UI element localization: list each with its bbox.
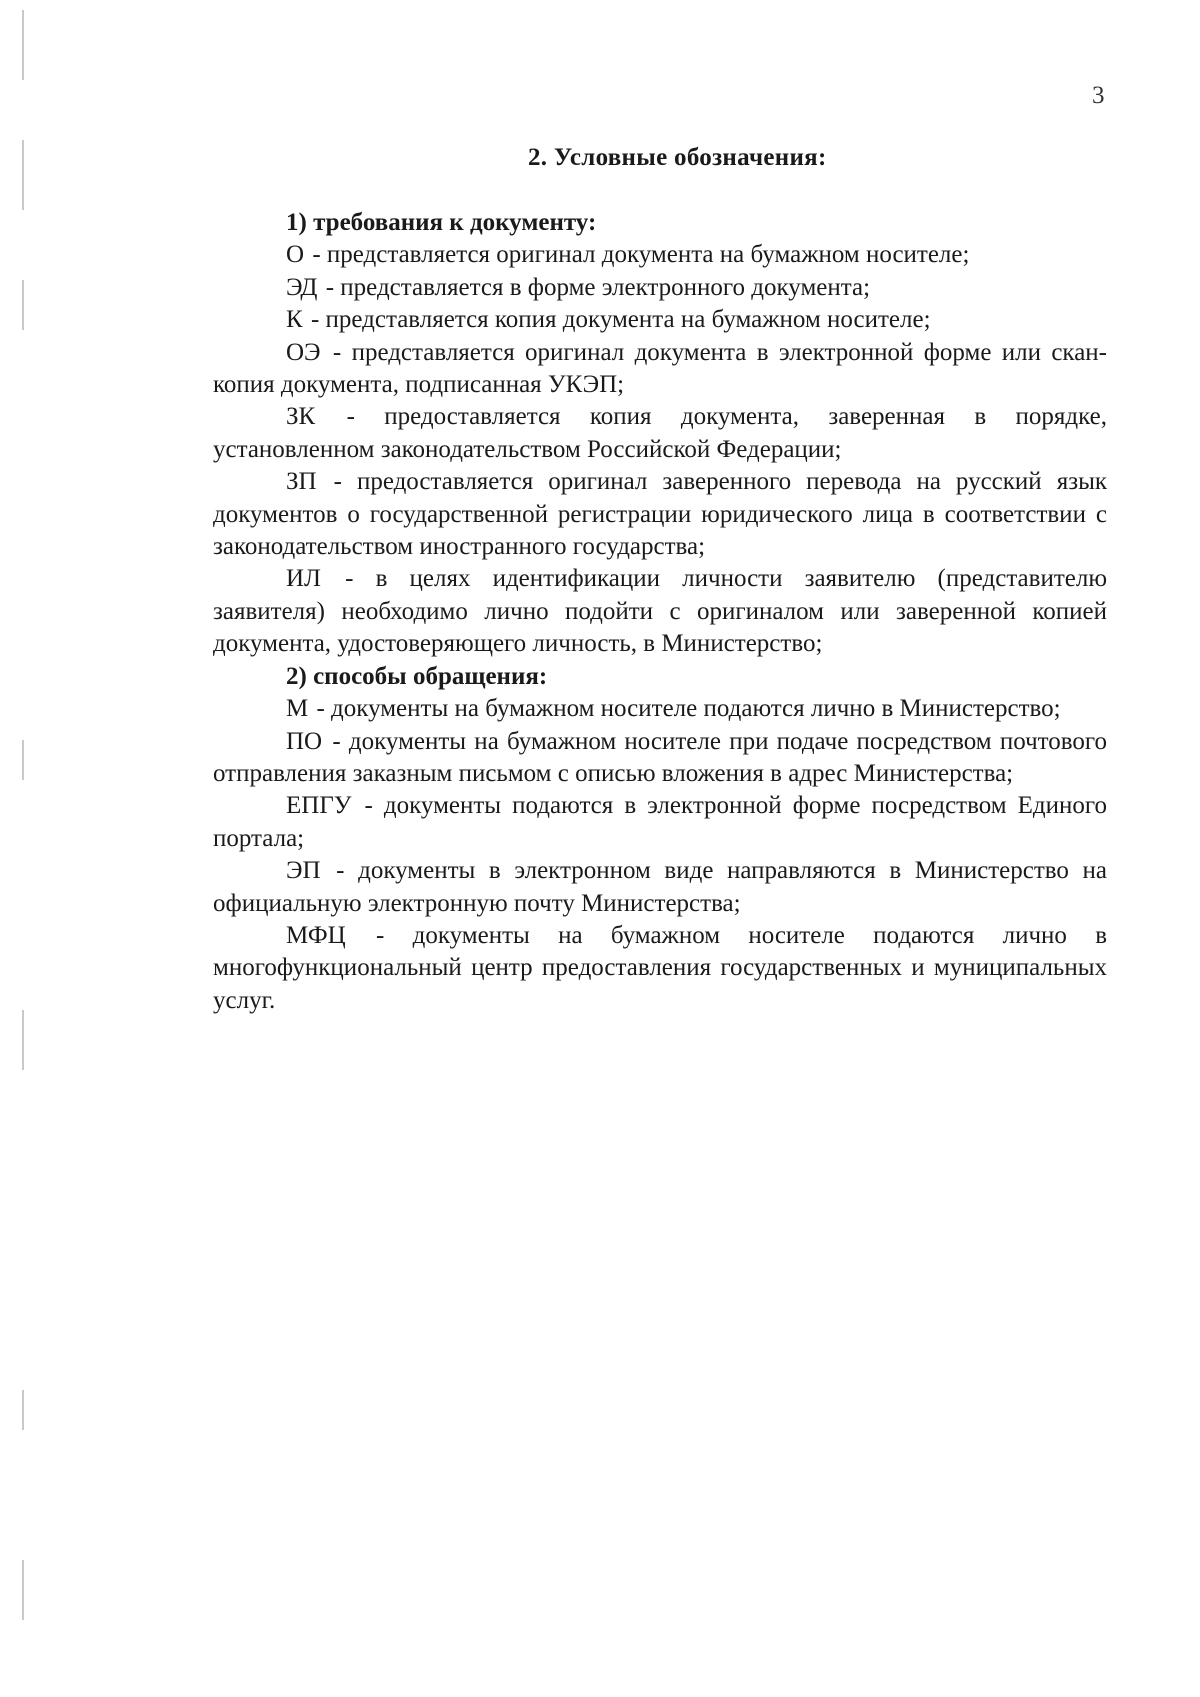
scan-margin-line: [22, 740, 24, 780]
definition-text: - представляется копия документа на бумажном носителе;: [310, 306, 931, 334]
scan-margin-line: [22, 1390, 24, 1430]
definition-text: - представляется оригинал документа в электронной форме или скан-копия документа, подписанная УКЭП;: [213, 338, 1108, 399]
scan-margin-line: [22, 1010, 24, 1070]
definition-item: [213, 401, 1107, 466]
scan-margin-line: [22, 140, 24, 210]
definition-item: [213, 304, 1107, 336]
definition-text: - документы подаются в электронной форме посредством Единого портала;: [213, 792, 1108, 852]
scan-margin-line: [22, 10, 24, 80]
definition-item: [213, 726, 1107, 791]
definition-item: [213, 790, 1107, 855]
definition-text: - документы на бумажном носителе подаются лично в многофункциональный центр предоставления государственных и муниципальных услуг.: [213, 921, 1108, 1014]
definition-abbr: ПО: [286, 727, 323, 755]
definition-abbr: ЗК: [286, 403, 316, 431]
definition-item: [213, 239, 1107, 271]
definition-item: [213, 920, 1107, 1017]
section-heading: 2) способы обращения:: [286, 662, 548, 690]
scan-margin-line: [22, 280, 24, 330]
definition-abbr: МФЦ: [286, 921, 346, 949]
definition-text: - документы на бумажном носителе подаются лично в Министерство;: [316, 695, 1061, 723]
definition-abbr: ИЛ: [286, 565, 322, 593]
definition-item: [213, 563, 1107, 660]
definition-item: [213, 693, 1107, 725]
definition-text: - представляется в форме электронного документа;: [325, 273, 871, 301]
definition-text: - документы на бумажном носителе при подаче посредством почтового отправления заказным письмом с описью вложения в адрес Министерства;: [213, 727, 1108, 787]
section-title: 2. Условные обозначения:: [528, 144, 827, 171]
definition-abbr: ЗП: [286, 468, 317, 496]
definition-text: - предоставляется оригинал заверенного перевода на русский язык документов о государственной регистрации юридического лица в соответствии с законодательством иностранного государства;: [213, 468, 1108, 561]
definition-item: [213, 272, 1107, 304]
definition-item: [213, 855, 1107, 920]
scan-margin-line: [22, 1560, 24, 1620]
definition-item: [213, 466, 1107, 563]
definition-abbr: ОЭ: [286, 338, 321, 366]
definition-item: [213, 337, 1107, 402]
definition-text: - предоставляется копия документа, заверенная в порядке, установленном законодательством Российской Федерации;: [213, 403, 1108, 463]
document-body: [213, 207, 1107, 1017]
section-heading: 1) требования к документу:: [286, 209, 597, 236]
definition-abbr: ЭД: [286, 273, 318, 301]
definition-abbr: ЕПГУ: [286, 792, 352, 820]
definition-abbr: ЭП: [286, 857, 321, 885]
definition-abbr: М: [286, 695, 309, 723]
definition-text: - в целях идентификации личности заявителю (представителю заявителя) необходимо лично подойти с оригиналом или заверенной копией документа, удостоверяющего личность, в Министерство;: [213, 565, 1107, 658]
definition-abbr: К: [286, 306, 303, 334]
page-number: 3: [1092, 82, 1105, 109]
definition-text: - представляется оригинал документа на бумажном носителе;: [312, 241, 970, 269]
definition-text: - документы в электронном виде направляются в Министерство на официальную электронную почту Министерства;: [213, 857, 1107, 917]
definition-abbr: О: [286, 241, 305, 269]
